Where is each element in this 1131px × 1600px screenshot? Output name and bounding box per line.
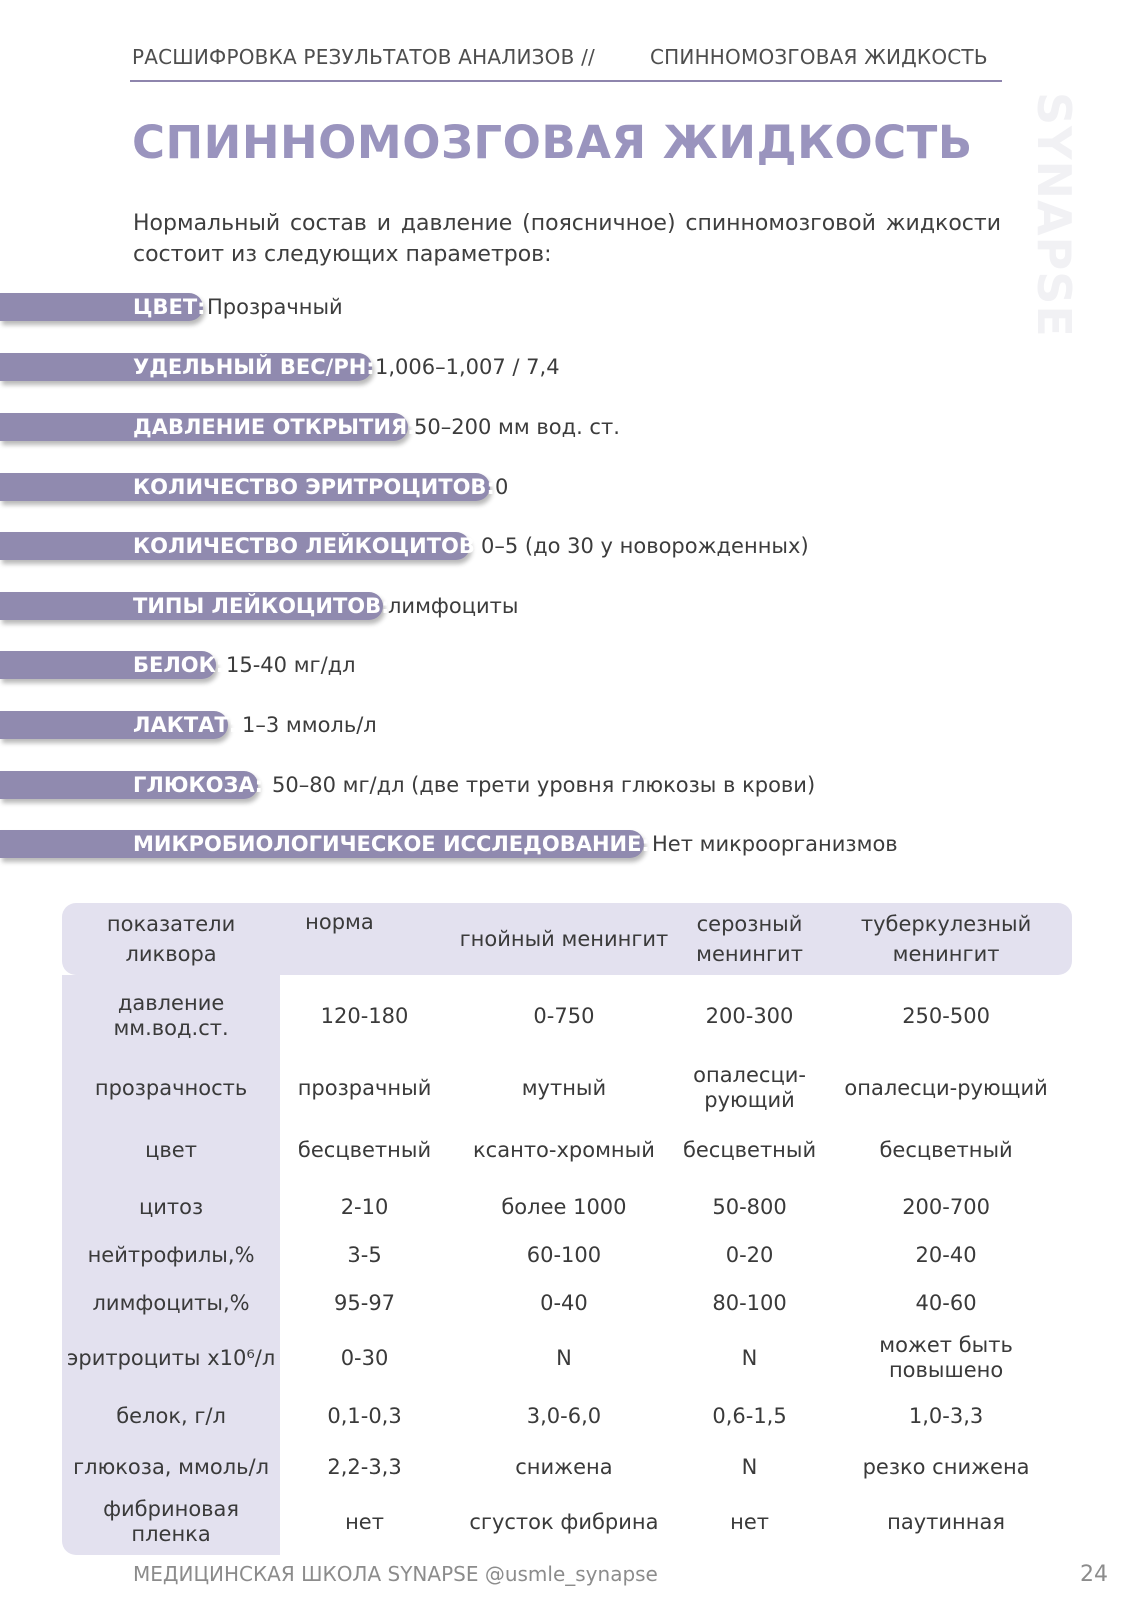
table-cell: 20-40	[915, 1242, 977, 1267]
table-cell: 3-5	[347, 1242, 382, 1267]
table-cell: резко снижена	[862, 1454, 1030, 1479]
param-label: УДЕЛЬНЫЙ ВЕС/PH:	[133, 355, 375, 379]
table-cell: 0-20	[725, 1242, 774, 1267]
row-label: цитоз	[62, 1181, 280, 1233]
table-cell: 60-100	[526, 1242, 602, 1267]
table-cell: нет	[730, 1509, 769, 1534]
col-header-tuberculous: туберкулезный менингит	[820, 903, 1072, 975]
row-label: фибриновая пленка	[62, 1489, 280, 1555]
table-row	[62, 1119, 1072, 1181]
table-cell: ксанто-хромный	[472, 1137, 655, 1162]
header-section-title: РАСШИФРОВКА РЕЗУЛЬТАТОВ АНАЛИЗОВ //	[132, 45, 595, 69]
table-cell: 40-60	[915, 1290, 977, 1315]
param-value: 50–200 мм вод. ст.	[414, 415, 620, 439]
intro-paragraph: Нормальный состав и давление (поясничное) спинномозговой жидкости состоит из следующих параметров:	[133, 211, 1001, 267]
footer-school-credit: МЕДИЦИНСКАЯ ШКОЛА SYNAPSE @usmle_synapse	[133, 1562, 658, 1586]
row-label: эритроциты х10⁶/л	[62, 1329, 280, 1387]
param-value: 0	[495, 475, 509, 499]
param-value: 1–3 ммоль/л	[242, 713, 377, 737]
table-cell: прозрачный	[297, 1075, 432, 1100]
table-cell: сгусток фибрина	[469, 1509, 659, 1534]
table-cell: мутный	[521, 1075, 607, 1100]
csf-comparison-table	[62, 903, 1072, 1555]
col-header-normal: норма	[280, 903, 449, 975]
col-header-parameter: показатели ликвора	[62, 903, 280, 975]
row-label: давление мм.вод.ст.	[62, 975, 280, 1057]
table-cell: снижена	[515, 1454, 613, 1479]
param-label: КОЛИЧЕСТВО ЭРИТРОЦИТОВ:	[133, 475, 495, 499]
table-cell: N	[741, 1345, 758, 1370]
table-cell: 3,0-6,0	[526, 1403, 602, 1428]
table-cell: 0,6-1,5	[712, 1403, 787, 1428]
col-header-serous: серозный менингит	[679, 903, 820, 975]
row-label: глюкоза, ммоль/л	[62, 1445, 280, 1489]
param-value: Прозрачный	[207, 295, 343, 319]
table-cell: опалесци-рующий	[693, 1063, 806, 1112]
param-label: БЕЛОК:	[133, 653, 225, 677]
table-row	[62, 1233, 1072, 1277]
row-label: белок, г/л	[62, 1387, 280, 1445]
row-label: прозрачность	[62, 1057, 280, 1119]
table-cell: нет	[345, 1509, 384, 1534]
param-label: ДАВЛЕНИЕ ОТКРЫТИЯ:	[133, 415, 416, 439]
table-cell: 1,0-3,3	[908, 1403, 984, 1428]
table-row	[62, 1445, 1072, 1489]
param-label: КОЛИЧЕСТВО ЛЕЙКОЦИТОВ:	[133, 534, 484, 558]
header-chapter-title: СПИННОМОЗГОВАЯ ЖИДКОСТЬ	[650, 45, 988, 69]
table-cell: N	[741, 1454, 758, 1479]
table-cell: 2-10	[340, 1194, 389, 1219]
brand-watermark: SYNAPSE	[1027, 92, 1081, 338]
param-label: ЦВЕТ:	[133, 295, 206, 319]
table-cell: более 1000	[501, 1194, 627, 1219]
table-cell: 120-180	[320, 1003, 409, 1028]
param-value: Нет микроорганизмов	[652, 832, 898, 856]
table-cell: 0-750	[533, 1003, 595, 1028]
param-label: ТИПЫ ЛЕЙКОЦИТОВ:	[133, 594, 390, 618]
table-cell: N	[556, 1345, 572, 1370]
param-value: лимфоциты	[388, 594, 519, 618]
table-cell: 200-700	[902, 1194, 990, 1219]
table-cell: 2,2-3,3	[327, 1454, 402, 1479]
table-cell: 95-97	[334, 1290, 396, 1315]
param-value: 0–5 (до 30 у новорожденных)	[481, 534, 809, 558]
table-row	[62, 1181, 1072, 1233]
param-label: ЛАКТАТ:	[133, 713, 238, 737]
table-cell: 0-40	[540, 1290, 588, 1315]
param-label: МИКРОБИОЛОГИЧЕСКОЕ ИССЛЕДОВАНИЕ:	[133, 832, 650, 856]
table-cell: паутинная	[887, 1509, 1005, 1534]
table-row	[62, 1387, 1072, 1445]
row-label: цвет	[62, 1119, 280, 1181]
page-number: 24	[1080, 1562, 1108, 1587]
table-row	[62, 1329, 1072, 1387]
table-cell: 0-30	[340, 1345, 389, 1370]
table-cell: 0,1-0,3	[327, 1403, 402, 1428]
table-cell: бесцветный	[682, 1137, 817, 1162]
table-row	[62, 1057, 1072, 1119]
page-title: СПИННОМОЗГОВАЯ ЖИДКОСТЬ	[132, 116, 973, 169]
param-value: 1,006–1,007 / 7,4	[375, 355, 560, 379]
table-cell: может быть повышено	[879, 1333, 1013, 1382]
table-row	[62, 1489, 1072, 1555]
table-cell: 250-500	[902, 1003, 990, 1028]
row-label: лимфоциты,%	[62, 1277, 280, 1329]
table-cell: 200-300	[705, 1003, 794, 1028]
table-row	[62, 1277, 1072, 1329]
table-cell: 50-800	[712, 1194, 787, 1219]
table-cell: 80-100	[712, 1290, 787, 1315]
param-value: 50–80 мг/дл (две трети уровня глюкозы в крови)	[272, 773, 816, 797]
param-label: ГЛЮКОЗА:	[133, 773, 264, 797]
table-row	[62, 975, 1072, 1057]
header-divider	[130, 80, 1002, 82]
col-header-purulent: гнойный менингит	[449, 903, 679, 975]
row-label: нейтрофилы,%	[62, 1233, 280, 1277]
table-cell: бесцветный	[879, 1137, 1013, 1162]
param-value: 15-40 мг/дл	[226, 653, 356, 677]
table-header-row	[62, 903, 1072, 975]
table-cell: опалесци-рующий	[844, 1075, 1048, 1100]
table-cell: бесцветный	[297, 1137, 432, 1162]
